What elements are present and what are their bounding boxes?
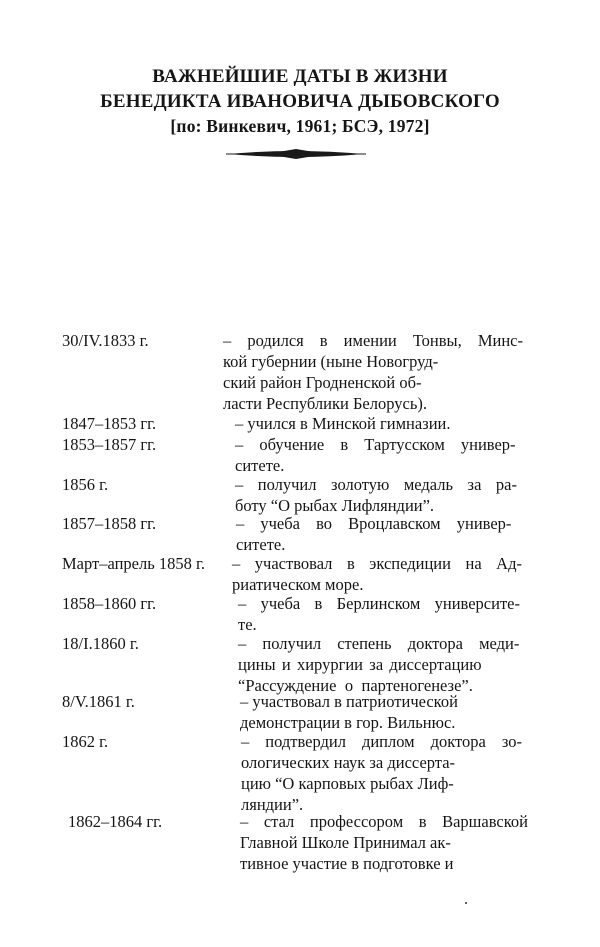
entry-description	[235, 434, 516, 476]
description-line: тивное участие в подготовке и	[240, 854, 454, 873]
description-line: ситете.	[236, 535, 286, 554]
entry-date: 1856 г.	[62, 475, 109, 494]
entry-description	[240, 691, 458, 733]
entry-date: 1862–1864 гг.	[68, 812, 163, 831]
description-line: – стал профессором в Варшавской	[240, 812, 528, 831]
entry-date: 30/IV.1833 г.	[62, 331, 149, 350]
description-line: – учеба в Берлинском университе-	[238, 594, 520, 613]
description-line: боту “О рыбах Лифляндии”.	[235, 496, 435, 515]
description-line: ласти Республики Белорусь).	[223, 394, 427, 413]
entry-date: 18/I.1860 г.	[62, 634, 139, 653]
entry-date: 1862 г.	[62, 732, 109, 751]
title-line-1: ВАЖНЕЙШИЕ ДАТЫ В ЖИЗНИ	[152, 66, 448, 87]
entry-description	[236, 513, 511, 555]
description-line: цию “О карповых рыбах Лиф-	[241, 774, 454, 793]
entry-date: 1857–1858 гг.	[62, 514, 157, 533]
description-line: цины и хирургии за диссертацию	[238, 655, 482, 674]
description-line: – родился в имении Тонвы, Минс-	[223, 331, 523, 350]
entry-description	[238, 593, 520, 635]
description-line: ский район Гродненской об-	[223, 373, 422, 392]
entry-description	[240, 811, 528, 874]
description-line: – учеба во Вроцлавском универ-	[236, 514, 512, 533]
description-line: – получил золотую медаль за ра-	[235, 475, 517, 494]
entry-date: Март–апрель 1858 г.	[62, 554, 206, 573]
description-line: “Рассуждение о партеногенезе”.	[238, 676, 473, 695]
description-line: – учился в Минской гимназии.	[235, 414, 451, 433]
entry-description	[235, 474, 517, 516]
page-title	[0, 64, 600, 139]
description-line: кой губернии (ныне Новогруд-	[223, 352, 439, 371]
description-line: ситете.	[235, 456, 285, 475]
ornament-divider-icon	[226, 144, 366, 164]
description-line: – подтвердил диплом доктора зо-	[241, 732, 522, 751]
entry-description	[223, 330, 523, 414]
description-line: – получил степень доктора меди-	[238, 634, 520, 653]
entry-date: 8/V.1861 г.	[62, 692, 135, 711]
description-line: – обучение в Тартусском универ-	[235, 435, 516, 454]
page-speck	[465, 902, 467, 904]
description-line: риатическом море.	[232, 575, 364, 594]
description-line: те.	[238, 615, 257, 634]
entry-description	[238, 633, 519, 696]
description-line: ляндии”.	[241, 795, 304, 814]
entry-description	[232, 553, 522, 595]
description-line: ологических наук за диссерта-	[241, 753, 456, 772]
description-line: – участвовал в патриотической	[240, 692, 458, 711]
entry-date: 1853–1857 гг.	[62, 435, 157, 454]
entry-description	[241, 731, 522, 815]
entry-description	[235, 413, 450, 434]
description-line: демонстрации в гор. Вильнюс.	[240, 713, 456, 732]
title-line-2: БЕНЕДИКТА ИВАНОВИЧА ДЫБОВСКОГО	[100, 91, 500, 112]
description-line: Главной Школе Принимал ак-	[240, 833, 451, 852]
title-source-line: [по: Винкевич, 1961; БСЭ, 1972]	[170, 116, 430, 136]
entry-date: 1847–1853 гг.	[62, 414, 157, 433]
description-line: – участвовал в экспедиции на Ад-	[232, 554, 522, 573]
entry-date: 1858–1860 гг.	[62, 594, 157, 613]
